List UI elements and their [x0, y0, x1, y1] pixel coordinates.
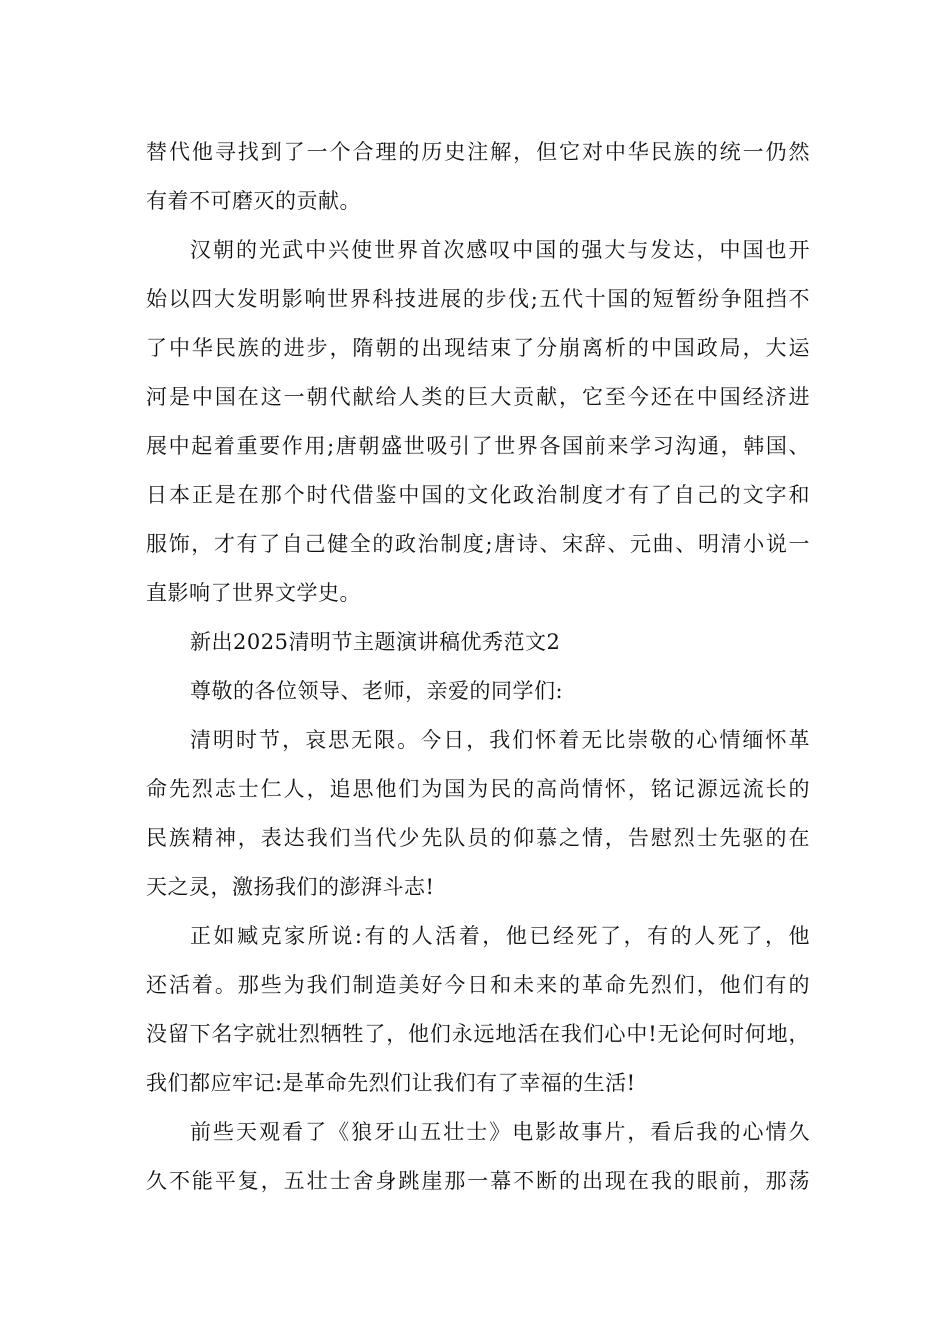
- text-line: 有着不可磨灭的贡献。: [146, 189, 361, 213]
- text-line: 展中起着重要作用;唐朝盛世吸引了世界各国前来学习沟通，韩国、: [146, 434, 810, 458]
- text-line: 没留下名字就壮烈牺牲了，他们永远地活在我们心中!无论何时何地，: [146, 1022, 810, 1046]
- document-body: [146, 128, 810, 1206]
- text-line: 新出2025清明节主题演讲稿优秀范文2: [190, 630, 561, 654]
- text-line: 前些天观看了《狼牙山五壮士》电影故事片，看后我的心情久: [190, 1120, 810, 1144]
- text-line: 清明时节，哀思无限。今日，我们怀着无比崇敬的心情缅怀革: [190, 728, 810, 752]
- text-line: 服饰，才有了自己健全的政治制度;唐诗、宋辞、元曲、明清小说一: [146, 532, 810, 556]
- text-line: 始以四大发明影响世界科技进展的步伐;五代十国的短暂纷争阻挡不: [146, 287, 810, 311]
- text-line: 尊敬的各位领导、老师，亲爱的同学们:: [190, 679, 564, 703]
- text-line: 日本正是在那个时代借鉴中国的文化政治制度才有了自己的文字和: [146, 483, 810, 507]
- text-line: 了中华民族的进步，隋朝的出现结束了分崩离析的中国政局，大运: [146, 336, 810, 360]
- text-line: 命先烈志士仁人，追思他们为国为民的高尚情怀，铭记源远流长的: [146, 777, 810, 801]
- text-line: 直影响了世界文学史。: [146, 581, 361, 605]
- text-line: 民族精神，表达我们当代少先队员的仰慕之情，告慰烈士先驱的在: [146, 826, 810, 850]
- text-line: 我们都应牢记:是革命先烈们让我们有了幸福的生活!: [146, 1071, 636, 1095]
- text-line: 河是中国在这一朝代献给人类的巨大贡献，它至今还在中国经济进: [146, 385, 810, 409]
- text-line: 久不能平复，五壮士舍身跳崖那一幕不断的出现在我的眼前，那荡: [146, 1169, 810, 1193]
- text-line: 正如臧克家所说:有的人活着，他已经死了，有的人死了，他: [190, 924, 810, 948]
- text-line: 天之灵，激扬我们的澎湃斗志!: [146, 875, 435, 899]
- text-line: 替代他寻找到了一个合理的历史注解，但它对中华民族的统一仍然: [146, 140, 810, 164]
- text-line: 还活着。那些为我们制造美好今日和未来的革命先烈们，他们有的: [146, 973, 810, 997]
- text-line: 汉朝的光武中兴使世界首次感叹中国的强大与发达，中国也开: [190, 238, 810, 262]
